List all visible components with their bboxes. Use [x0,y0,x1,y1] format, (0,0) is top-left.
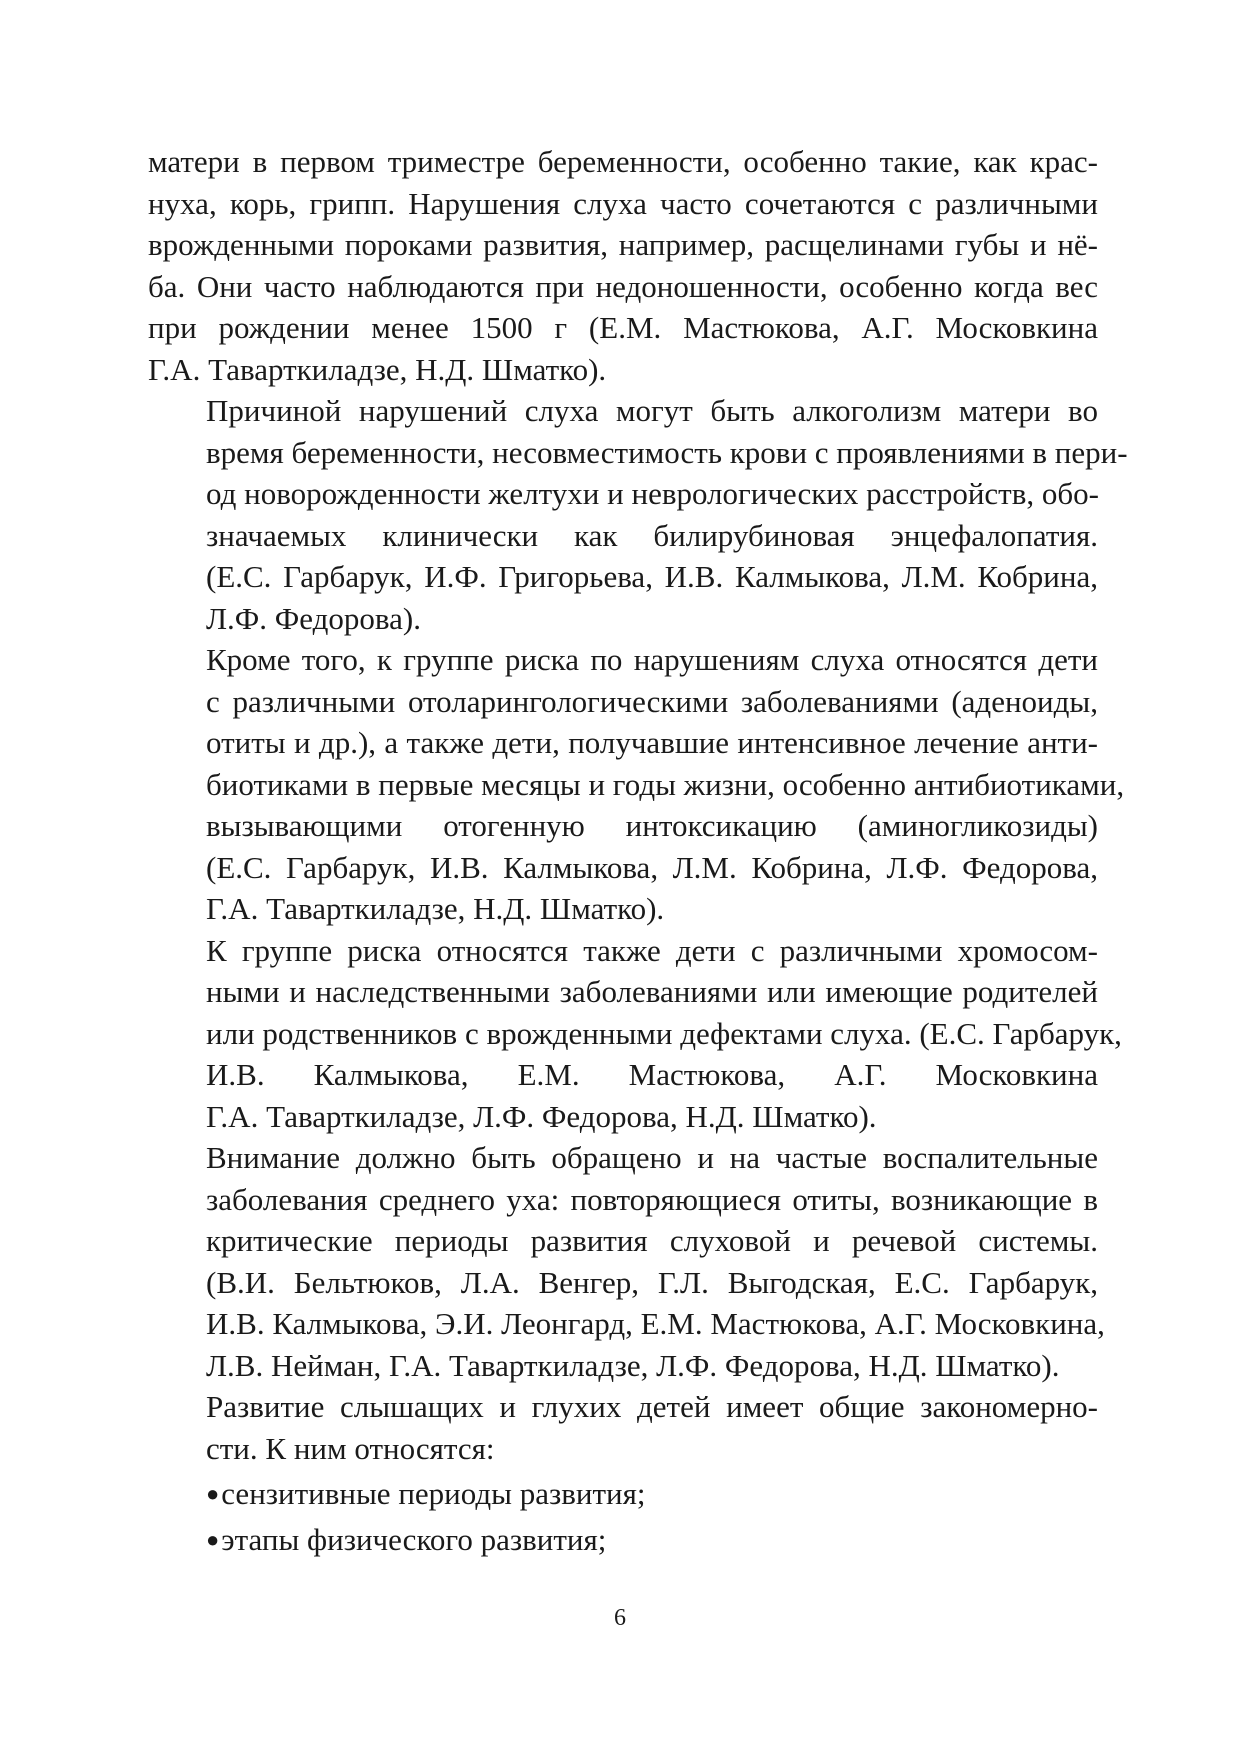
paragraph [148,390,1128,639]
text-line: И.В. Калмыкова, Е.М. Мастюкова, А.Г. Московкина [206,1057,1098,1092]
text-line: од новорожденности желтухи и неврологических расстройств, обо- [206,476,1099,511]
text-line: Г.А. Таварткиладзе, Л.Ф. Федорова, Н.Д. Шматко). [206,1098,877,1134]
text-line: Г.А. Таварткиладзе, Н.Д. Шматко). [206,891,665,926]
text-line: или родственников с врожденными дефектами слуха. (Е.С. Гарбарук, [206,1015,1122,1051]
list-item-text: этапы физического развития; [221,1521,607,1557]
text-line: (В.И. Бельтюков, Л.А. Венгер, Г.Л. Выгодская, Е.С. Гарбарук, [206,1264,1098,1300]
text-line: Л.В. Нейман, Г.А. Таварткиладзе, Л.Ф. Федорова, Н.Д. Шматко). [206,1347,1060,1383]
text-line: отиты и др.), а также дети, получавшие интенсивное лечение анти- [206,725,1098,760]
text-line: врожденными пороками развития, например, расщелинами губы и нё- [148,227,1098,262]
text-line: ными и наследственными заболеваниями или имеющие родителей [206,974,1098,1009]
text-line: И.В. Калмыкова, Э.И. Леонгард, Е.М. Мастюкова, А.Г. Московкина, [206,1306,1105,1341]
text-line: Кроме того, к группе риска по нарушениям слуха относятся дети [206,642,1098,677]
text-line: сти. К ним относятся: [206,1430,495,1466]
text-line: К группе риска относятся также дети с различными хромосом- [206,932,1098,968]
text-line: матери в первом триместре беременности, особенно такие, как крас- [148,144,1098,179]
text-line: с различными отоларингологическими заболеваниями (аденоиды, [206,683,1098,719]
text-line: Развитие слышащих и глухих детей имеет общие закономерно- [206,1389,1098,1424]
page-number: 6 [614,1605,626,1631]
paragraph [148,1386,1098,1469]
text-line: нуха, корь, грипп. Нарушения слуха часто сочетаются с различными [148,185,1098,221]
text-line: Г.А. Таварткиладзе, Н.Д. Шматко). [148,351,607,387]
list-item [148,1473,1098,1515]
paragraph [148,930,1122,1138]
body-text [148,141,1128,1469]
bullet-icon: ● [206,1481,220,1506]
text-line: Внимание должно быть обращено и на частые воспалительные [206,1140,1098,1175]
document-page [148,141,1128,1560]
text-line: вызывающими отогенную интоксикацию (аминогликозиды) [206,808,1098,843]
bullet-icon: ● [206,1526,220,1552]
text-line: при рождении менее 1500 г (Е.М. Мастюкова, А.Г. Московкина [148,310,1098,345]
text-line: (Е.С. Гарбарук, И.В. Калмыкова, Л.М. Кобрина, Л.Ф. Федорова, [206,849,1098,885]
list-item [148,1519,1098,1561]
text-line: ба. Они часто наблюдаются при недоношенности, особенно когда вес [148,268,1098,304]
text-line: (Е.С. Гарбарук, И.Ф. Григорьева, И.В. Калмыкова, Л.М. Кобрина, [206,559,1098,594]
list-item-text: сензитивные периоды развития; [221,1476,646,1511]
paragraph [148,639,1125,930]
paragraph [148,1137,1105,1386]
text-line: биотиками в первые месяцы и годы жизни, особенно антибиотиками, [206,766,1125,802]
text-line: время беременности, несовместимость крови с проявлениями в пери- [206,434,1128,470]
text-line: критические периоды развития слуховой и речевой системы. [206,1223,1098,1258]
text-line: заболевания среднего уха: повторяющиеся отиты, возникающие в [206,1181,1098,1217]
text-line: значаемых клинически как билирубиновая энцефалопатия. [206,517,1098,553]
text-line: Л.Ф. Федорова). [206,600,421,636]
text-line: Причиной нарушений слуха могут быть алкоголизм матери во [206,393,1098,428]
paragraph [148,141,1098,390]
bullet-list [148,1473,1098,1560]
